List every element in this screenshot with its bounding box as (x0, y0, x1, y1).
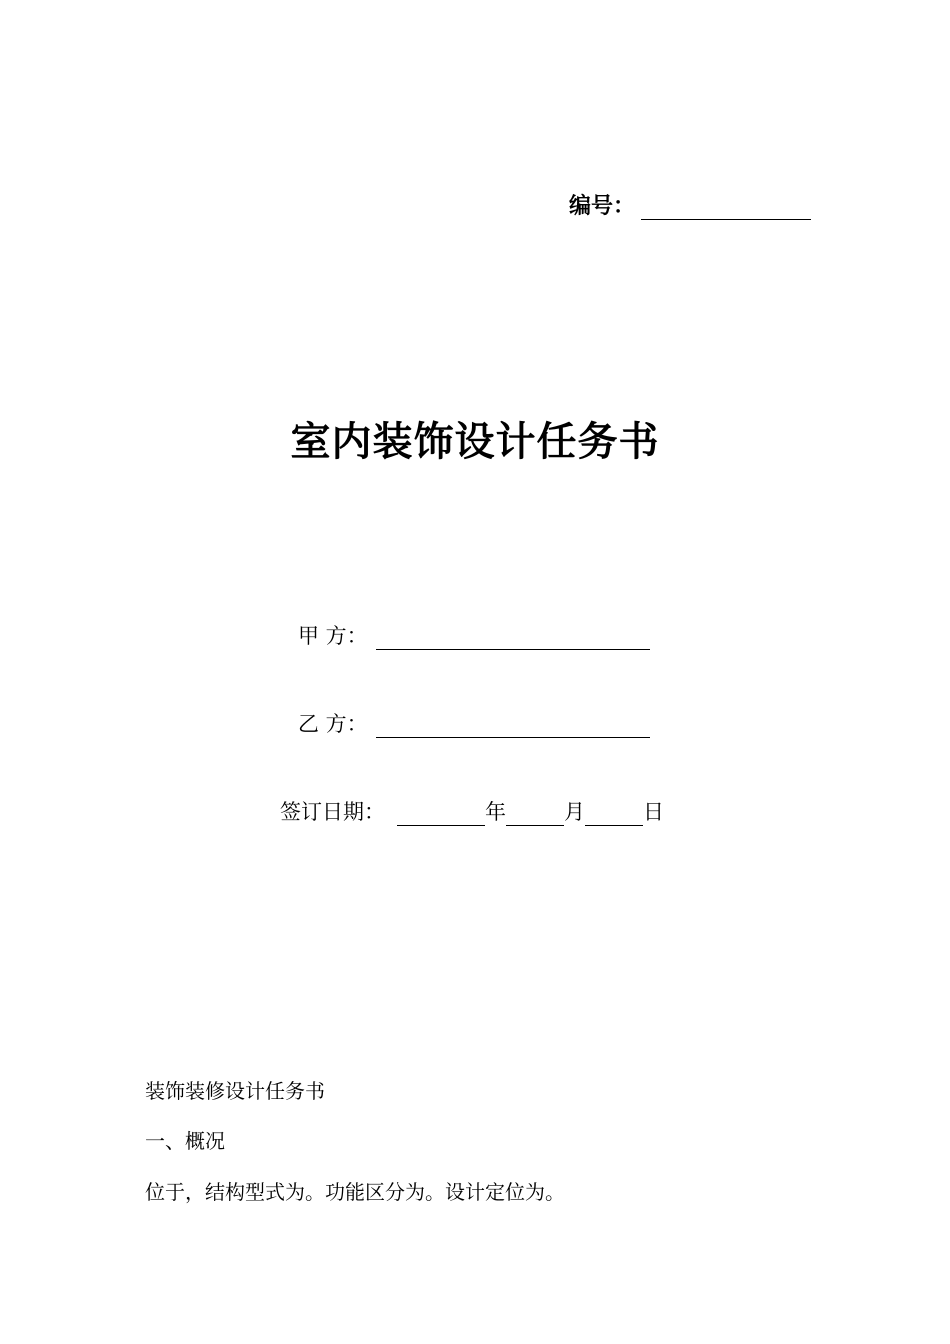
year-label: 年 (485, 800, 506, 824)
party-b-blank-line (376, 717, 650, 738)
year-blank-line (397, 805, 485, 826)
serial-number-label: 编号： (569, 194, 636, 219)
content-heading: 装饰装修设计任务书 (145, 1079, 325, 1103)
section-1-paragraph: 位于，结构型式为。功能区分为。设计定位为。 (145, 1180, 565, 1204)
serial-number-blank-line (641, 197, 811, 220)
day-blank-line (585, 805, 643, 826)
party-b-field (298, 708, 650, 738)
party-b-label: 乙 方： (298, 712, 368, 736)
section-1-title: 一、概况 (145, 1129, 225, 1153)
sign-date-field (280, 796, 664, 826)
party-a-field (298, 620, 650, 650)
sign-date-label: 签订日期： (280, 800, 385, 824)
month-label: 月 (564, 800, 585, 824)
month-blank-line (506, 805, 564, 826)
day-label: 日 (643, 800, 664, 824)
serial-number-field (569, 188, 811, 220)
party-a-blank-line (376, 629, 650, 650)
document-title: 室内装饰设计任务书 (290, 419, 660, 465)
party-a-label: 甲 方： (298, 624, 368, 648)
